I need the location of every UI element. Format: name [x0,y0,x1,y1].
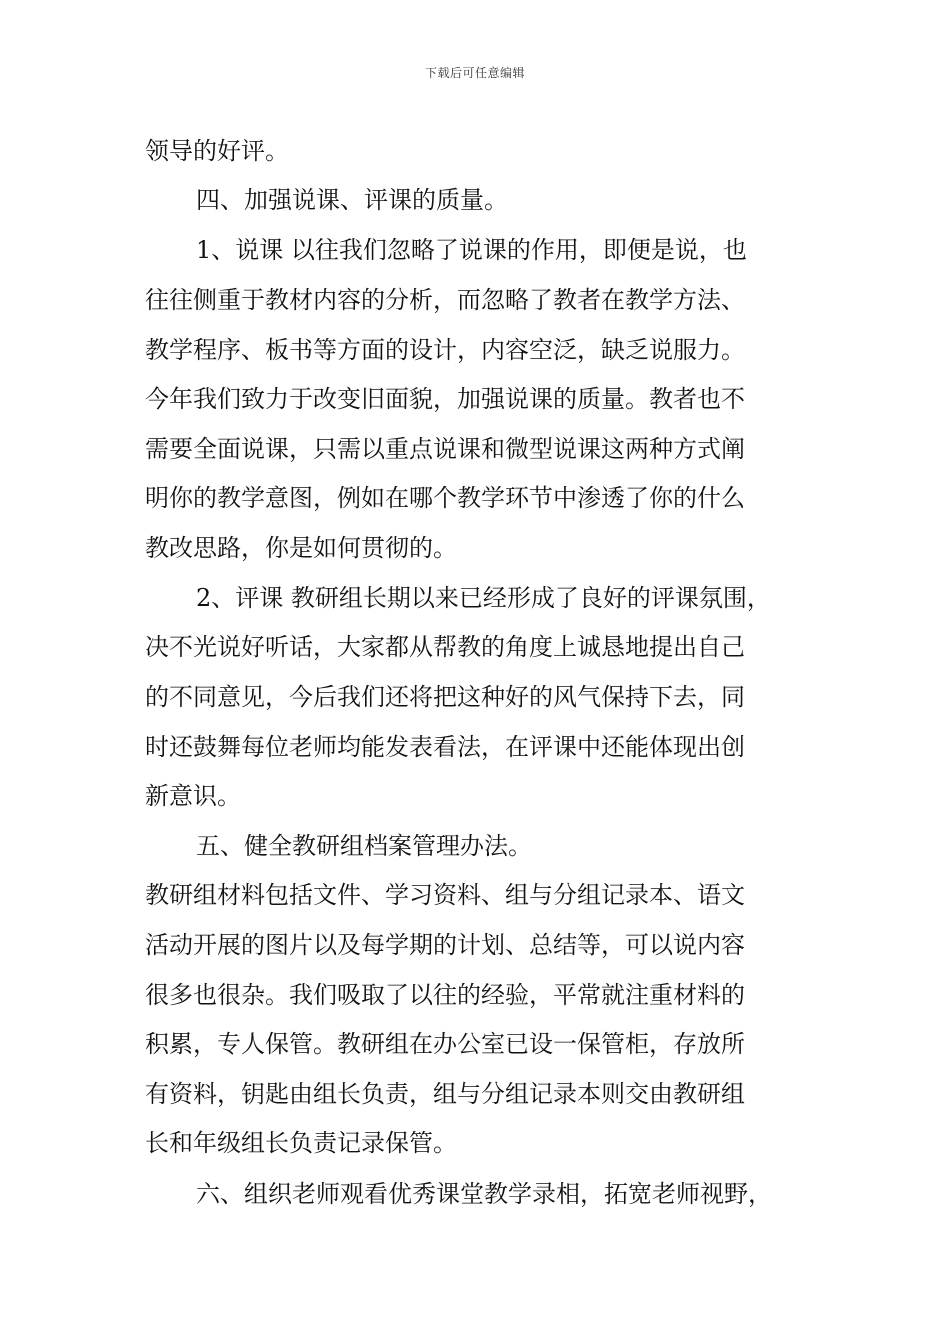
section-heading: 四、加强说课、评课的质量。 [196,186,508,214]
section-heading: 六、组织老师观看优秀课堂教学录相，拓宽老师视野， [196,1180,772,1208]
body-line: 往往侧重于教材内容的分析，而忽略了教者在教学方法、 [145,286,745,314]
body-line: 很多也很杂。我们吸取了以往的经验，平常就注重材料的 [145,981,745,1009]
page-header: 下载后可任意编辑 [424,66,525,80]
body-line: 教研组材料包括文件、学习资料、组与分组记录本、语文 [145,881,745,909]
body-line: 有资料，钥匙由组长负责，组与分组记录本则交由教研组 [145,1080,745,1108]
body-line: 新意识。 [145,782,241,810]
body-line: 明你的教学意图，例如在哪个教学环节中渗透了你的什么 [145,484,745,512]
body-line: 决不光说好听话，大家都从帮教的角度上诚恳地提出自己 [145,633,745,661]
body-line: 时还鼓舞每位老师均能发表看法，在评课中还能体现出创 [145,733,745,761]
body-line: 的不同意见，今后我们还将把这种好的风气保持下去，同 [145,683,745,711]
body-line: 2、评课 教研组长期以来已经形成了良好的评课氛围， [196,584,771,612]
body-line: 需要全面说课，只需以重点说课和微型说课这两种方式阐 [145,435,745,463]
body-line: 1、说课 以往我们忽略了说课的作用，即便是说，也 [196,236,747,264]
body-line: 活动开展的图片以及每学期的计划、总结等，可以说内容 [145,931,745,959]
body-line: 教学程序、板书等方面的设计，内容空泛，缺乏说服力。 [145,336,745,364]
body-line: 今年我们致力于改变旧面貌，加强说课的质量。教者也不 [145,385,745,413]
body-line: 积累，专人保管。教研组在办公室已设一保管柜，存放所 [145,1030,745,1058]
body-line: 长和年级组长负责记录保管。 [145,1129,457,1157]
body-line: 领导的好评。 [145,137,289,165]
body-line: 教改思路，你是如何贯彻的。 [145,534,457,562]
section-heading: 五、健全教研组档案管理办法。 [196,832,532,860]
